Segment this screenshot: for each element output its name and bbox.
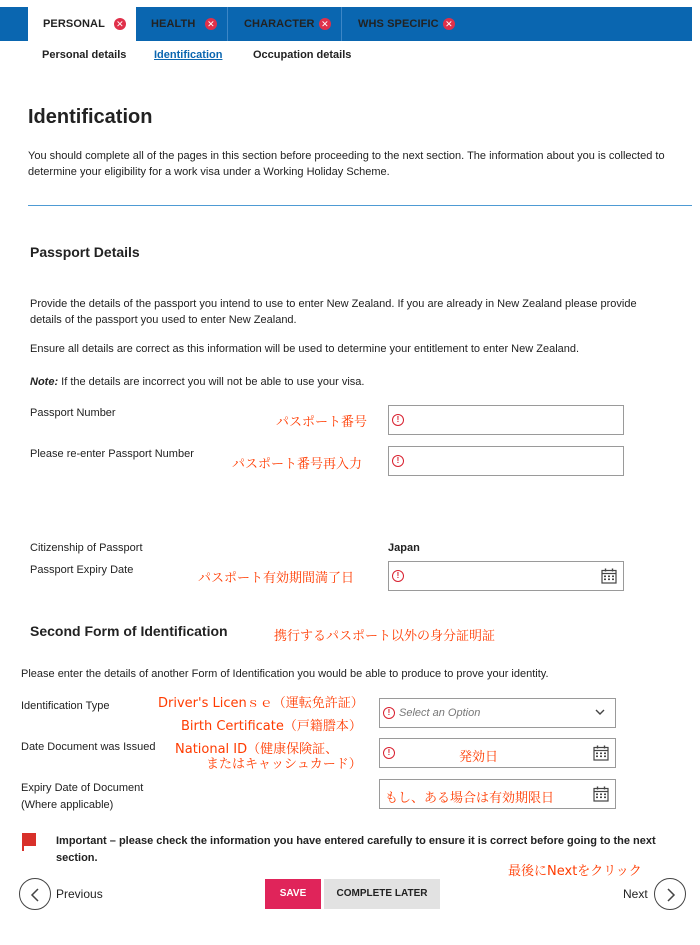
citizenship-value: Japan [388, 542, 420, 554]
second-id-section-heading: Second Form of Identification [30, 623, 228, 639]
error-x-icon: ✕ [443, 18, 455, 30]
next-arrow-button[interactable] [654, 878, 686, 910]
chevron-down-icon [595, 707, 605, 717]
annotation-passport-reenter: パスポート番号再入力 [232, 457, 363, 472]
error-icon: ! [383, 747, 395, 759]
annotation-id-option-3-line1: National ID（健康保険証、 [175, 742, 339, 757]
intro-text: You should complete all of the pages in this section before proceeding to the next section. The information about you is collected to determine your eligibility for a work visa under a Working Holiday Scheme. [28, 150, 665, 178]
identification-type-select[interactable] [379, 698, 616, 728]
annotation-passport-expiry: パスポート有効期間満了日 [198, 571, 355, 586]
second-id-description: Please enter the details of another Form of Identification you would be able to produce to prove your identity. [21, 668, 549, 680]
flag-icon [22, 833, 36, 851]
error-icon: ! [392, 455, 404, 467]
tab-label: HEALTH [151, 18, 196, 30]
annotation-issued: 発効日 [459, 750, 499, 765]
tab-health[interactable] [136, 7, 228, 41]
select-placeholder: Select an Option [399, 707, 481, 719]
section-tab-bar [0, 7, 692, 41]
calendar-icon[interactable] [593, 745, 609, 761]
passport-number-input[interactable] [388, 405, 624, 435]
tab-label: PERSONAL [43, 18, 105, 30]
annotation-id-option-2: Birth Certificate（戸籍謄本） [181, 719, 362, 734]
tab-label: CHARACTER [244, 18, 315, 30]
error-x-icon: ✕ [319, 18, 331, 30]
annotation-id-option-1: Driver's Licenｓｅ（運転免許証） [158, 696, 364, 711]
tab-label: WHS SPECIFIC [358, 18, 439, 30]
expiry-document-label-line2: (Where applicable) [21, 799, 114, 811]
passport-number-label: Passport Number [30, 407, 116, 419]
passport-expiry-date-input[interactable] [388, 561, 624, 591]
passport-expiry-label: Passport Expiry Date [30, 564, 134, 576]
note-label: Note: [30, 376, 59, 388]
tab-personal[interactable] [28, 7, 136, 41]
divider [28, 205, 692, 206]
annotation-second-form: 携行するパスポート以外の身分証明証 [274, 629, 496, 644]
chevron-right-icon [664, 887, 678, 903]
complete-later-button[interactable]: COMPLETE LATER [324, 879, 440, 909]
page-title: Identification [28, 106, 153, 128]
passport-description: Provide the details of the passport you intend to use to enter New Zealand. If you are already in New Zealand please provide details of the passport you used to enter New Zealand. [30, 298, 637, 326]
annotation-id-option-3-line2: またはキャッシュカード） [206, 757, 362, 772]
tab-whs-specific[interactable] [343, 7, 465, 41]
error-x-icon: ✕ [205, 18, 217, 30]
expiry-document-label-line1: Expiry Date of Document [21, 782, 144, 794]
passport-reenter-input[interactable] [388, 446, 624, 476]
annotation-expiry: もし、ある場合は有効期限日 [385, 791, 555, 806]
date-issued-label: Date Document was Issued [21, 741, 156, 753]
calendar-icon[interactable] [593, 786, 609, 802]
passport-note [30, 374, 640, 390]
subnav-occupation-details[interactable]: Occupation details [253, 49, 352, 61]
previous-button[interactable]: Previous [56, 887, 103, 901]
subnav-identification[interactable]: Identification [154, 49, 223, 61]
annotation-click-next: 最後にNextをクリック [508, 864, 642, 879]
error-icon: ! [392, 570, 404, 582]
passport-reenter-label: Please re-enter Passport Number [30, 448, 194, 460]
note-text: If the details are incorrect you will not be able to use your visa. [58, 376, 365, 388]
next-button[interactable]: Next [623, 887, 648, 901]
annotation-passport-number: パスポート番号 [276, 415, 368, 430]
passport-section-heading: Passport Details [30, 244, 140, 260]
error-x-icon: ✕ [114, 18, 126, 30]
save-button[interactable]: SAVE [265, 879, 321, 909]
tab-character[interactable] [229, 7, 342, 41]
previous-arrow-button[interactable] [19, 878, 51, 910]
chevron-left-icon [29, 887, 43, 903]
identification-type-label: Identification Type [21, 700, 110, 712]
important-notice: Important – please check the information you have entered carefully to ensure it is correct before going to the next section. [56, 835, 656, 864]
subnav-personal-details[interactable]: Personal details [42, 49, 127, 61]
passport-accuracy-text: Ensure all details are correct as this information will be used to determine your entitlement to enter New Zealand. [30, 343, 580, 355]
calendar-icon[interactable] [601, 568, 617, 584]
error-icon: ! [383, 707, 395, 719]
error-icon: ! [392, 414, 404, 426]
citizenship-label: Citizenship of Passport [30, 542, 143, 554]
